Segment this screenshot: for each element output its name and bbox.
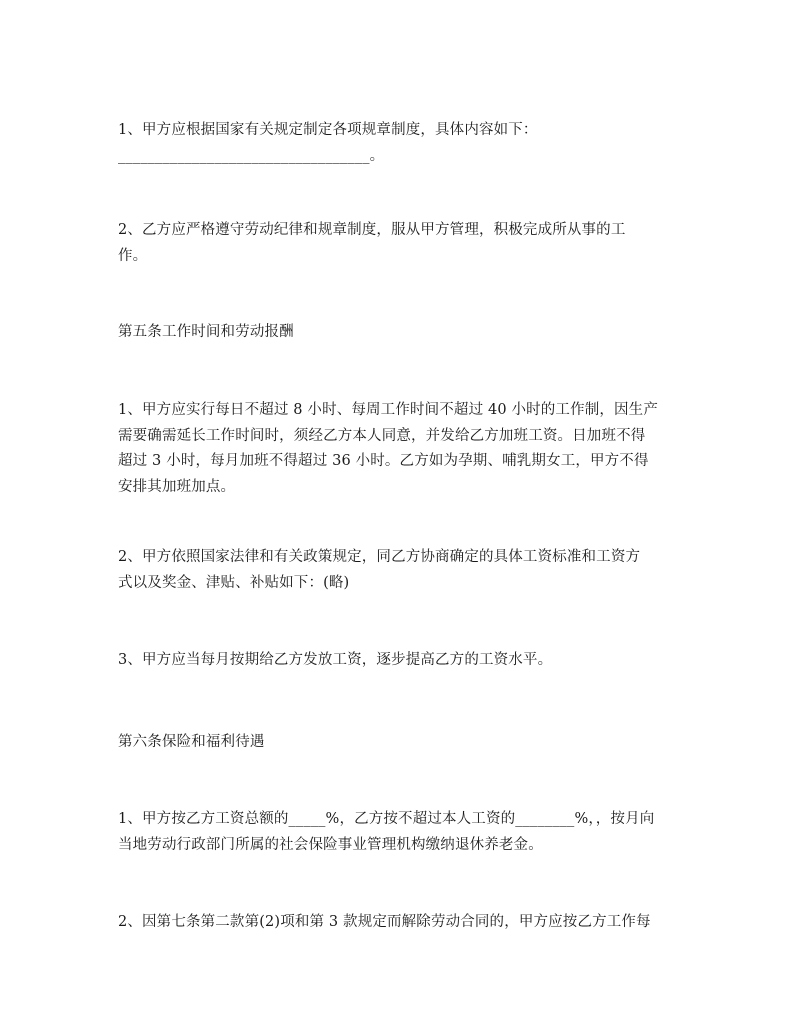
heading-text: 第六条保险和福利待遇 bbox=[118, 734, 265, 750]
text-line: 安排其加班加点。 bbox=[118, 478, 236, 495]
text-line: 1、甲方应根据国家有关规定制定各项规章制度，具体内容如下： bbox=[118, 122, 538, 138]
text-line: 作。 bbox=[118, 247, 148, 264]
paragraph-working-hours bbox=[118, 398, 684, 500]
heading-text: 第五条工作时间和劳动报酬 bbox=[118, 324, 294, 340]
paragraph-pension bbox=[118, 807, 684, 858]
paragraph-rules-content bbox=[118, 118, 684, 169]
blank-line: __________________________________。 bbox=[118, 147, 385, 164]
paragraph-contract-termination bbox=[118, 910, 684, 936]
text-line: 式以及奖金、津贴、补贴如下：(略) bbox=[118, 574, 350, 591]
text-line: 需要确需延长工作时间时，须经乙方本人同意，并发给乙方加班工资。日加班不得 bbox=[118, 427, 646, 444]
paragraph-wage-payment bbox=[118, 648, 684, 674]
text-line: 当地劳动行政部门所属的社会保险事业管理机构缴纳退休养老金。 bbox=[118, 836, 543, 853]
text-line: 3、甲方应当每月按期给乙方发放工资，逐步提高乙方的工资水平。 bbox=[118, 652, 553, 668]
section-heading-6 bbox=[118, 730, 684, 756]
text-line: 2、乙方应严格遵守劳动纪律和规章制度，服从甲方管理，积极完成所从事的工 bbox=[118, 222, 626, 238]
text-line: 1、甲方应实行每日不超过 8 小时、每周工作时间不超过 40 小时的工作制，因生产 bbox=[118, 402, 658, 418]
text-line: 2、甲方依照国家法律和有关政策规定，同乙方协商确定的具体工资标准和工资方 bbox=[118, 549, 641, 565]
paragraph-discipline bbox=[118, 218, 684, 269]
text-line: 2、因第七条第二款第(2)项和第 3 款规定而解除劳动合同的，甲方应按乙方工作每 bbox=[118, 914, 651, 930]
section-heading-5 bbox=[118, 320, 684, 346]
text-line: 超过 3 小时，每月加班不得超过 36 小时。乙方如为孕期、哺乳期女工，甲方不得 bbox=[118, 453, 649, 469]
paragraph-wage-standard bbox=[118, 545, 684, 596]
text-line: 1、甲方按乙方工资总额的_____%，乙方按不超过本人工资的________%，，按月向 bbox=[118, 811, 655, 827]
